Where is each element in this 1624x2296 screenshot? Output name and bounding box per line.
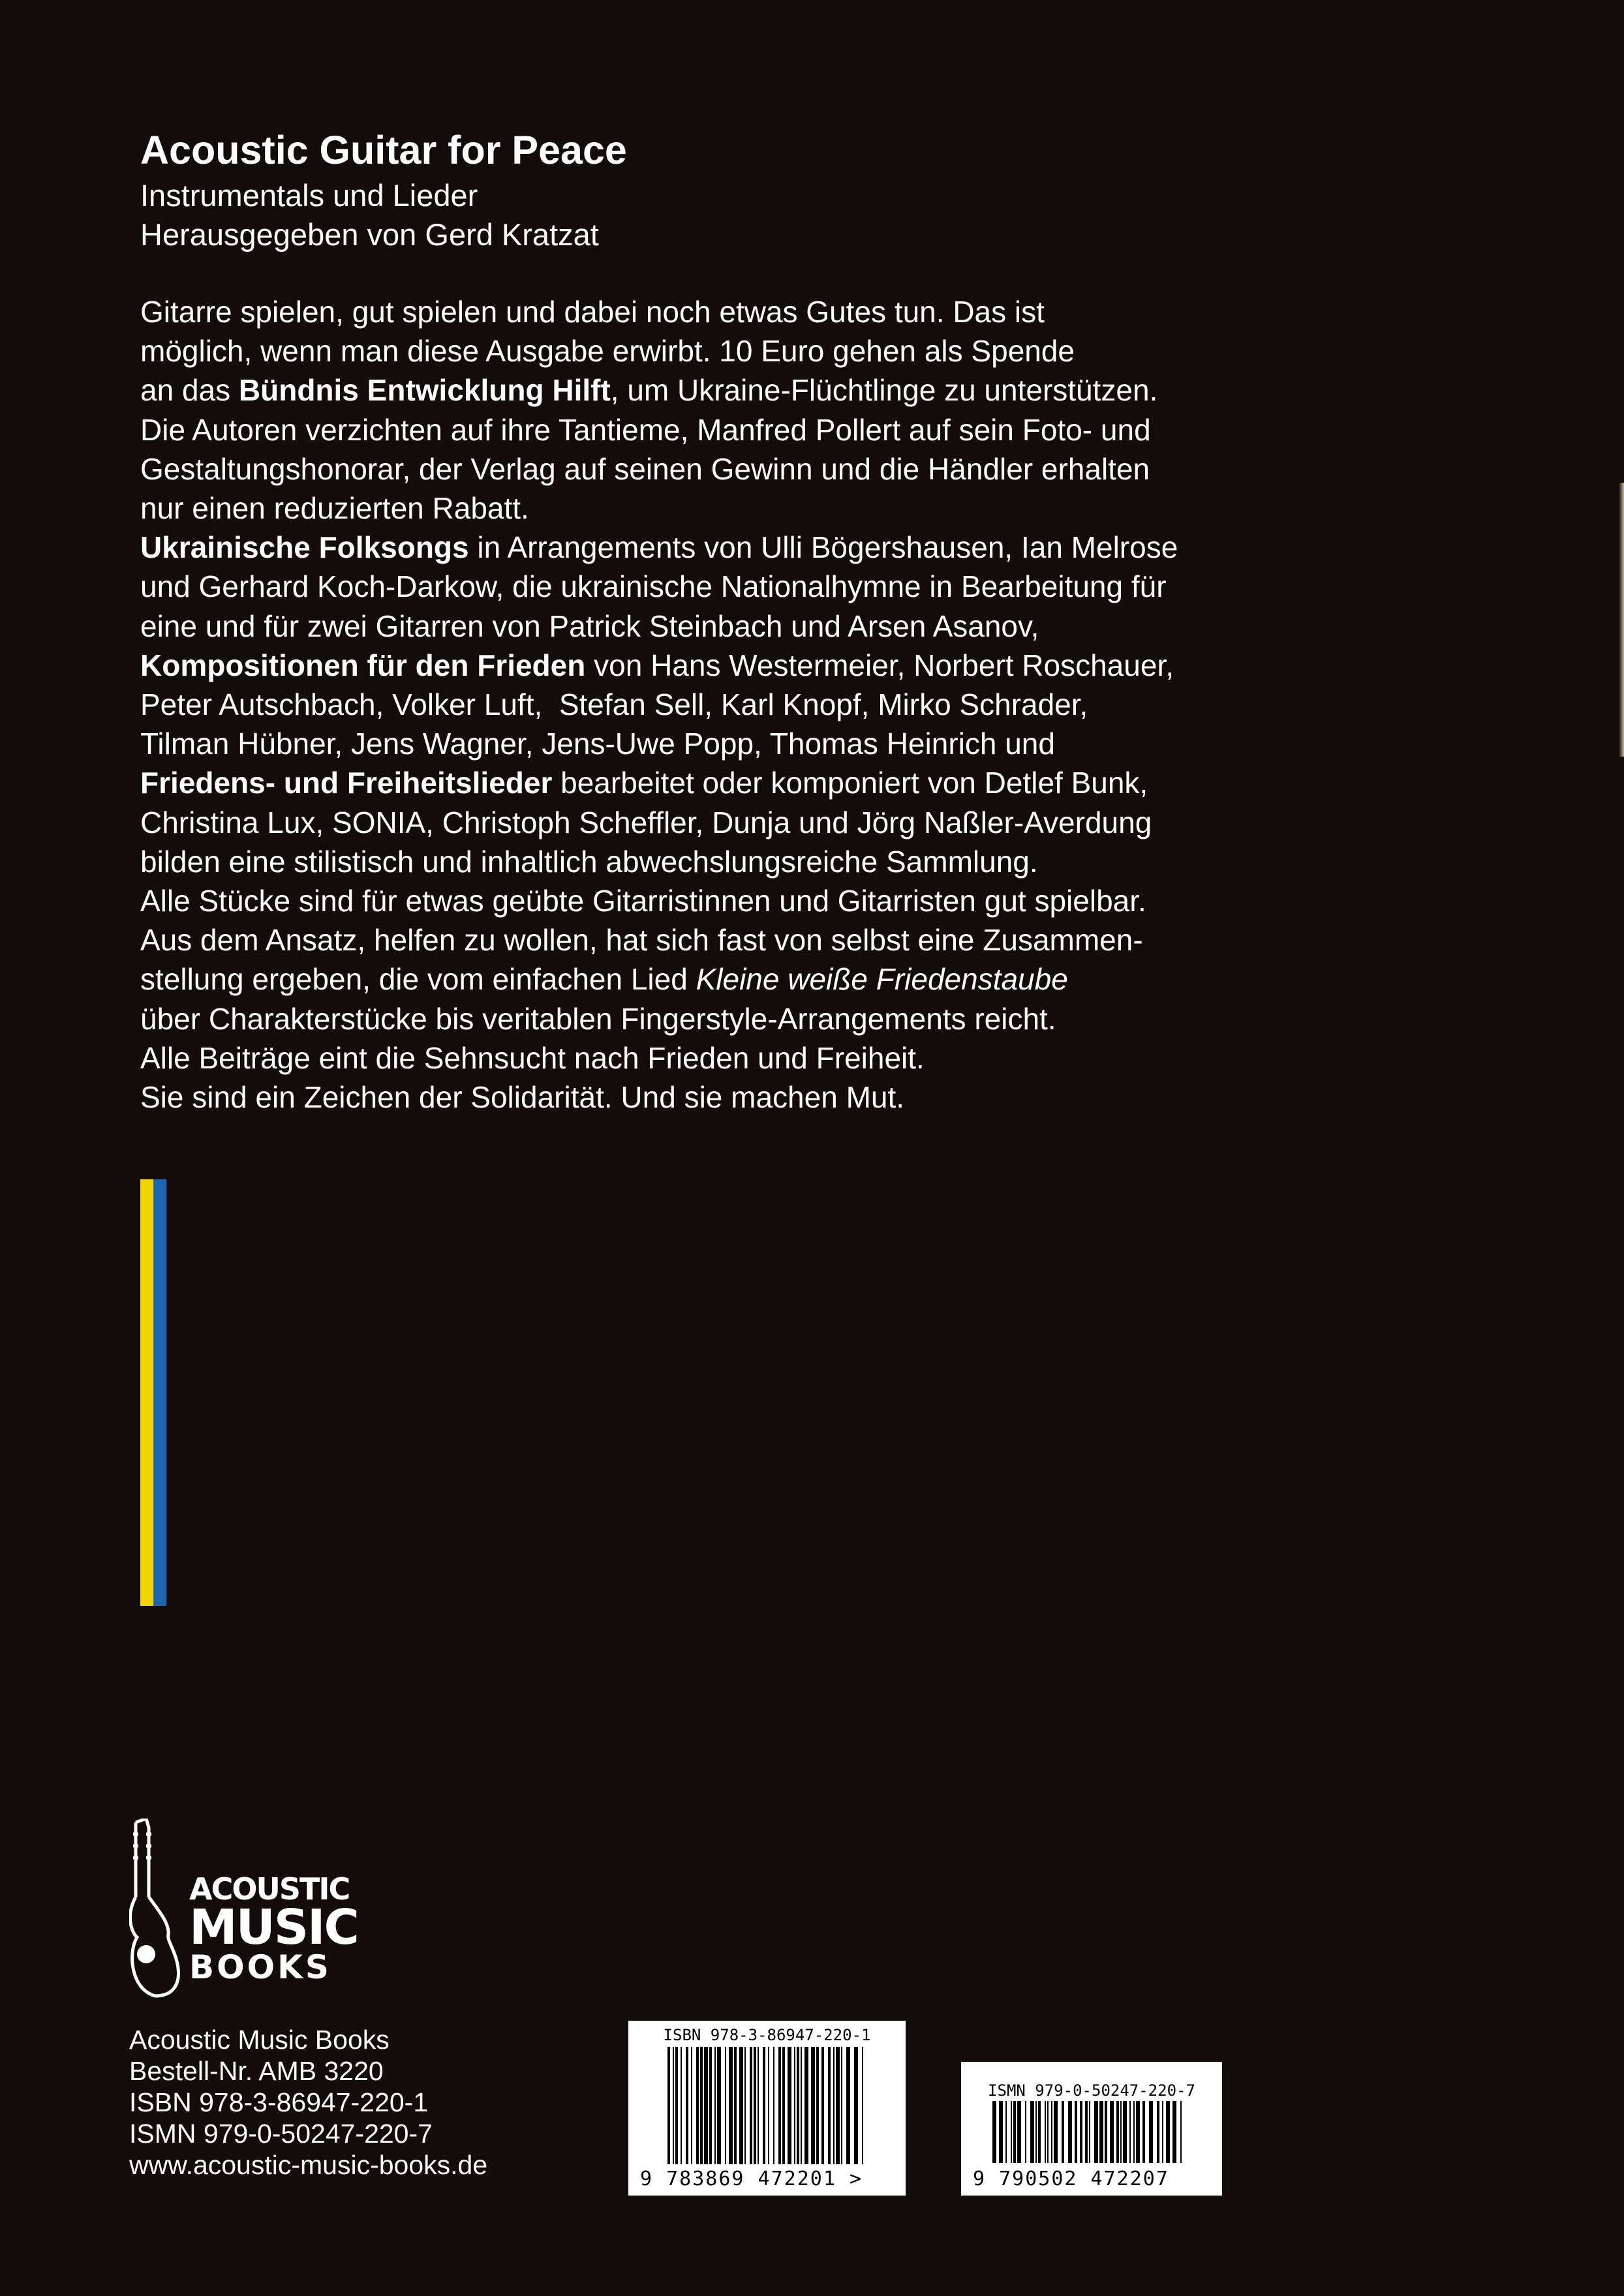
flag-yellow-band xyxy=(140,1179,153,1606)
blurb-bold: Ukrainische Folksongs xyxy=(140,530,469,565)
book-subtitle: Instrumentals und Lieder xyxy=(140,178,478,213)
blurb-line: nur einen reduzierten Rabatt. xyxy=(140,491,529,526)
barcode-bar xyxy=(854,2047,858,2164)
barcode-bar xyxy=(1030,2101,1034,2163)
imprint xyxy=(129,2024,487,2181)
barcode-bar xyxy=(1110,2101,1114,2163)
barcode-bar xyxy=(782,2047,785,2164)
barcode-bar xyxy=(1094,2101,1098,2163)
isbn-barcode-digits: 9 783869 472201 > xyxy=(640,2168,863,2190)
barcode-bar xyxy=(1054,2101,1058,2163)
blurb-line: über Charakterstücke bis veritablen Fingerstyle-Arrangements reicht. xyxy=(140,1001,1056,1036)
barcode-bar xyxy=(717,2047,721,2164)
barcode-bar xyxy=(1051,2101,1052,2163)
blurb-line: möglich, wenn man diese Ausgabe erwirbt. 10 Euro gehen als Spende xyxy=(140,334,1075,369)
blurb-text: von Hans Westermeier, Norbert Roschauer, xyxy=(585,648,1174,682)
isbn-text: ISBN 978-3-86947-220-1 xyxy=(129,2087,429,2117)
order-number: Bestell-Nr. AMB 3220 xyxy=(129,2056,384,2086)
barcode-bar xyxy=(1166,2101,1170,2163)
barcode-bar xyxy=(778,2047,781,2164)
barcode-bar xyxy=(691,2047,692,2164)
isbn-barcode-bars xyxy=(667,2047,863,2164)
logo-line-acoustic: ACOUSTIC xyxy=(189,1871,350,1907)
barcode-bar xyxy=(1172,2101,1176,2163)
blurb-line: Aus dem Ansatz, helfen zu wollen, hat sich fast von selbst eine Zusammen- xyxy=(140,923,1143,958)
publisher-logo xyxy=(129,1819,358,2001)
barcode-bar xyxy=(1068,2101,1072,2163)
isbn-barcode-label: ISBN 978-3-86947-220-1 xyxy=(663,2026,871,2044)
blurb-line: und Gerhard Koch-Darkow, die ukrainische Nationalhymne in Bearbeitung für xyxy=(140,569,1167,604)
barcode-bar xyxy=(999,2101,1003,2163)
barcode-bar xyxy=(709,2047,712,2164)
blurb-line xyxy=(140,646,1510,685)
barcode-bar xyxy=(833,2047,835,2164)
barcode-bar xyxy=(1011,2101,1012,2163)
barcode-bar xyxy=(1085,2101,1088,2163)
blurb-line: bilden eine stilistisch und inhaltlich abwechslungsreiche Sammlung. xyxy=(140,844,1038,879)
barcode-bar xyxy=(841,2047,842,2164)
blurb-line xyxy=(140,370,1510,410)
book-title: Acoustic Guitar for Peace xyxy=(140,128,627,172)
ismn-barcode-digits: 9 790502 472207 xyxy=(973,2168,1169,2190)
blurb-line: Die Autoren verzichten auf ihre Tantieme, Manfred Pollert auf sein Foto- und xyxy=(140,412,1151,447)
barcode-bar xyxy=(1105,2101,1107,2163)
spine-edge xyxy=(1619,483,1624,757)
blurb-bold: Friedens- und Freiheitslieder xyxy=(140,766,553,800)
blurb-line: Christina Lux, SONIA, Christoph Scheffler, Dunja und Jörg Naßler-Averdung xyxy=(140,805,1152,839)
blurb-line xyxy=(140,763,1510,802)
barcode-bar xyxy=(846,2047,850,2164)
blurb-text: stellung ergeben, die vom einfachen Lied xyxy=(140,962,696,997)
blurb-text: an das xyxy=(140,373,239,408)
barcode-bar xyxy=(734,2047,737,2164)
barcode-bar xyxy=(729,2047,733,2164)
blurb-line: eine und für zwei Gitarren von Patrick Steinbach und Arsen Asanov, xyxy=(140,609,1039,643)
barcode-bar xyxy=(1162,2101,1163,2163)
ukraine-flag-stripe xyxy=(140,1179,166,1606)
blurb-line: Tilman Hübner, Jens Wagner, Jens-Uwe Popp, Thomas Heinrich und xyxy=(140,727,1055,761)
website-link[interactable]: www.acoustic-music-books.de xyxy=(129,2150,488,2180)
barcode-bar xyxy=(1017,2101,1021,2163)
barcode-bar xyxy=(804,2047,808,2164)
blurb-bold: Bündnis Entwicklung Hilft xyxy=(238,373,611,408)
barcode-bar xyxy=(1142,2101,1145,2163)
barcode-bar xyxy=(744,2047,746,2164)
barcode-bar xyxy=(758,2047,759,2164)
ismn-barcode-bars xyxy=(992,2101,1182,2163)
barcode-bar xyxy=(862,2047,863,2164)
barcode-bar xyxy=(704,2047,708,2164)
barcode-bar xyxy=(992,2101,996,2163)
barcode-bar xyxy=(700,2047,703,2164)
barcode-bar xyxy=(801,2047,802,2164)
publisher-name: Acoustic Music Books xyxy=(129,2025,390,2055)
barcode-bar xyxy=(725,2047,726,2164)
barcode-bar xyxy=(1157,2101,1159,2163)
barcode-bar xyxy=(750,2047,752,2164)
barcode-bar xyxy=(1129,2101,1131,2163)
barcode-bar xyxy=(1005,2101,1007,2163)
barcode-bar xyxy=(754,2047,756,2164)
ismn-barcode xyxy=(961,2062,1222,2196)
barcode-bar xyxy=(763,2047,765,2164)
logo-line-books: BOOKS xyxy=(189,1948,331,1986)
blurb xyxy=(140,292,1510,1117)
barcode-bar xyxy=(1045,2101,1046,2163)
blurb-text: in Arrangements von Ulli Bögershausen, Ian Melrose xyxy=(468,530,1178,565)
barcode-bar xyxy=(667,2047,670,2164)
barcode-bar xyxy=(1120,2101,1122,2163)
barcode-bar xyxy=(1062,2101,1064,2163)
barcode-bar xyxy=(794,2047,795,2164)
barcode-bar xyxy=(797,2047,799,2164)
barcode-bar xyxy=(739,2047,743,2164)
blurb-line: Alle Stücke sind für etwas geübte Gitarristinnen und Gitarristen gut spielbar. xyxy=(140,884,1146,918)
blurb-text: bearbeitet oder komponiert von Detlef Bunk, xyxy=(552,766,1148,800)
blurb-text: , um Ukraine-Flüchtlinge zu unterstützen. xyxy=(610,373,1158,408)
barcode-bar xyxy=(1047,2101,1049,2163)
flag-blue-band xyxy=(153,1179,166,1606)
blurb-italic: Kleine weiße Friedenstaube xyxy=(696,962,1068,997)
barcode-bar xyxy=(1089,2101,1090,2163)
barcode-bar xyxy=(816,2047,819,2164)
logo-wordmark xyxy=(189,1872,358,1986)
barcode-bar xyxy=(1080,2101,1082,2163)
blurb-line: Gestaltungshonorar, der Verlag auf seinen Gewinn und die Händler erhalten xyxy=(140,451,1150,486)
barcode-bar xyxy=(673,2047,674,2164)
barcode-bar xyxy=(821,2047,824,2164)
barcode-bar xyxy=(1025,2101,1026,2163)
barcode-bar xyxy=(828,2047,831,2164)
ismn-text: ISMN 979-0-50247-220-7 xyxy=(129,2119,433,2149)
ismn-barcode-label: ISMN 979-0-50247-220-7 xyxy=(988,2081,1195,2100)
barcode-bar xyxy=(811,2047,815,2164)
barcode-bar xyxy=(696,2047,699,2164)
barcode-bar xyxy=(836,2047,840,2164)
logo-line-music: MUSIC xyxy=(189,1899,358,1956)
blurb-line xyxy=(140,959,1510,999)
barcode-bar xyxy=(1075,2101,1077,2163)
barcode-bar xyxy=(1123,2101,1127,2163)
blurb-line xyxy=(140,528,1510,567)
barcode-bar xyxy=(1035,2101,1037,2163)
blurb-bold: Kompositionen für den Frieden xyxy=(140,648,586,682)
barcode-bar xyxy=(1013,2101,1016,2163)
barcode-bar xyxy=(714,2047,716,2164)
barcode-bar xyxy=(773,2047,774,2164)
barcode-bar xyxy=(675,2047,678,2164)
header xyxy=(140,124,627,254)
barcode-bar xyxy=(1099,2101,1103,2163)
blurb-line: Peter Autschbach, Volker Luft, Stefan Sell, Karl Knopf, Mirko Schrader, xyxy=(140,687,1088,722)
barcode-bar xyxy=(686,2047,688,2164)
blurb-line: Sie sind ein Zeichen der Solidarität. Und sie machen Mut. xyxy=(140,1080,905,1115)
isbn-barcode xyxy=(628,2021,906,2196)
barcode-bar xyxy=(1038,2101,1041,2163)
barcode-bar xyxy=(1180,2101,1182,2163)
barcode-bar xyxy=(788,2047,791,2164)
barcode-bar xyxy=(1133,2101,1135,2163)
barcode-bar xyxy=(1149,2101,1153,2163)
barcode-bar xyxy=(768,2047,769,2164)
barcode-bar xyxy=(681,2047,682,2164)
book-editor: Herausgegeben von Gerd Kratzat xyxy=(140,217,599,252)
barcode-bar xyxy=(1116,2101,1119,2163)
blurb-line: Gitarre spielen, gut spielen und dabei noch etwas Gutes tun. Das ist xyxy=(140,295,1045,329)
blurb-line: Alle Beiträge eint die Sehnsucht nach Frieden und Freiheit. xyxy=(140,1040,925,1075)
barcode-bar xyxy=(1136,2101,1140,2163)
